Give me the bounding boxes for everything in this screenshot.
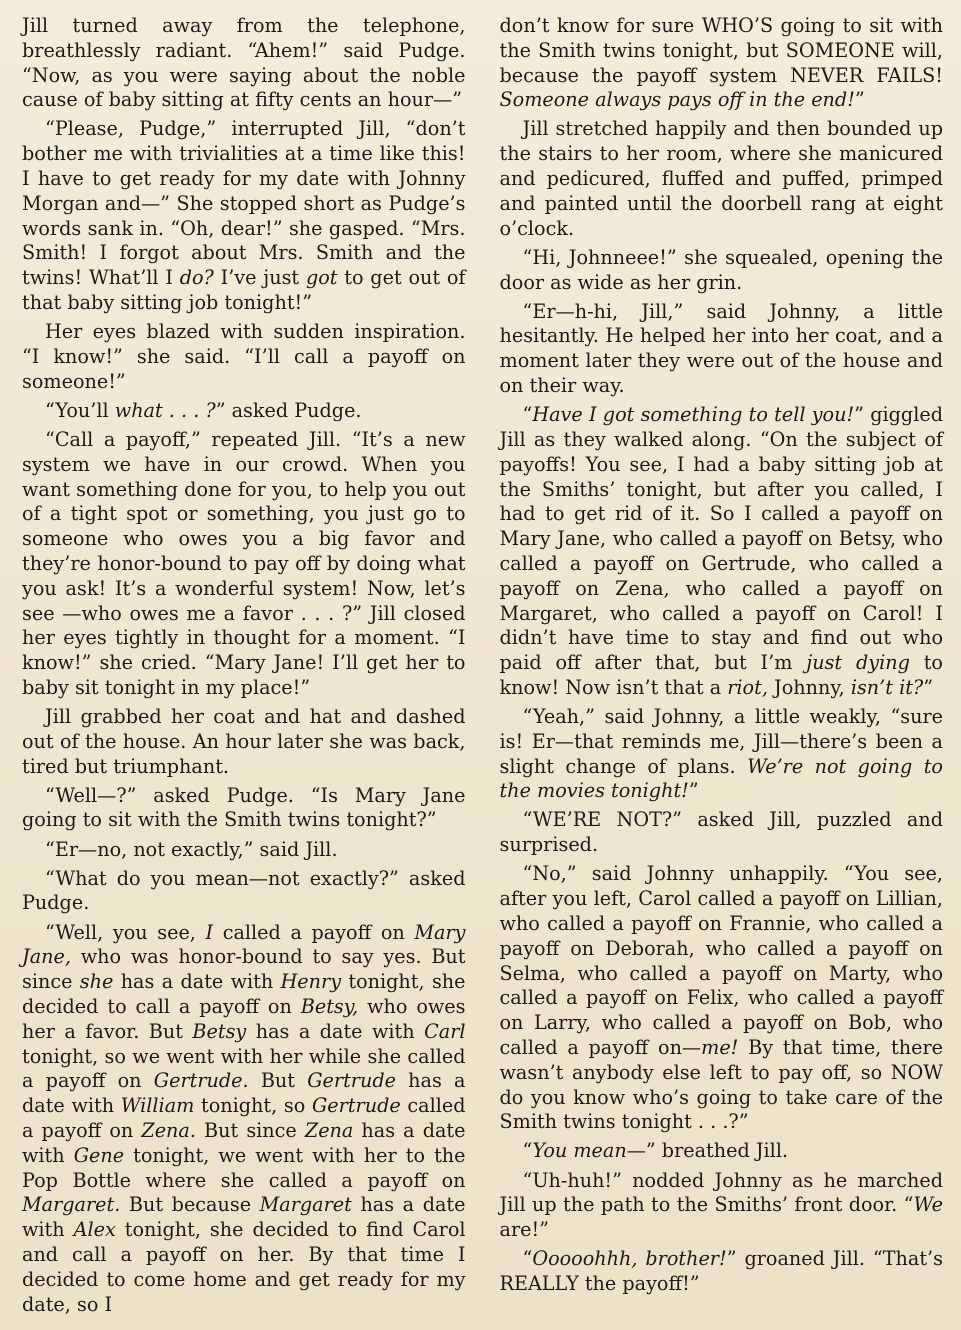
italic-text: You mean— <box>532 1139 646 1163</box>
text-run: called a payoff on <box>213 920 415 944</box>
story-paragraph <box>22 14 466 113</box>
story-paragraph <box>500 1247 944 1297</box>
text-run: ” groaned Jill. “That’s REALLY the payoff!” <box>499 1247 943 1296</box>
text-run: called a payoff on <box>22 1094 466 1142</box>
right-text-column <box>500 14 944 1310</box>
text-run: Johnny, <box>767 675 851 699</box>
text-run: “Er—h-hi, Jill,” said Johnny, a little hesitantly. He helped her into her coat, and a moment later they were out of the house and on their way. <box>499 299 943 398</box>
text-run: has a date with <box>246 1019 425 1043</box>
text-run: tonight, she decided to call a payoff on <box>22 970 466 1018</box>
text-run: who was honor-bound to say yes. But since <box>22 945 466 994</box>
text-run: “ <box>522 1247 533 1271</box>
text-run: But since <box>195 1118 305 1142</box>
story-paragraph <box>22 399 466 424</box>
text-run: “Uh-huh!” nodded Johnny as he marched Jill up the path to the Smiths’ front door. “ <box>499 1168 943 1217</box>
story-paragraph <box>22 838 466 863</box>
text-run: Jill stretched happily and then bounded up the stairs to her room, where she manicured and pedicured, fluffed and puffed, primped and painted until the doorbell rang at eight o’clock. <box>499 117 943 240</box>
italic-text: isn’t it? <box>850 675 924 699</box>
italic-text: Carl <box>424 1019 466 1043</box>
text-run: to get out of that baby sitting job tonight!” <box>22 266 466 315</box>
italic-text: Gene <box>73 1143 125 1167</box>
story-paragraph <box>22 320 466 394</box>
story-paragraph <box>22 784 466 834</box>
italic-text: Gertrude. <box>153 1069 249 1093</box>
italic-text: Alex <box>73 1218 116 1242</box>
italic-text: just dying <box>806 651 910 675</box>
italic-text: Mary Jane, <box>22 920 466 969</box>
text-run: “Hi, Johnneee!” she squealed, opening the door as wide as her grin. <box>499 245 943 294</box>
italic-text: Zena <box>304 1118 354 1142</box>
text-run: has a date with <box>22 1193 466 1242</box>
story-paragraph <box>22 428 466 701</box>
text-run: By that time, there wasn’t anybody else left to pay off, so NOW do you know who’s going to take care of the Smith twins tonight . . .?” <box>499 1035 943 1134</box>
text-run: ” <box>688 779 699 803</box>
text-run: “ <box>522 1139 533 1163</box>
text-run: are!” <box>499 1218 549 1242</box>
italic-text: Someone always pays off in the end! <box>499 88 855 112</box>
text-run: Jill turned away from the telephone, breathlessly radiant. “Ahem!” said Pudge. “Now, as you were saying about the noble cause of baby sitting at fifty cents an hour—” <box>22 14 466 112</box>
italic-text: do? <box>179 266 214 290</box>
story-paragraph <box>500 862 944 1135</box>
italic-text: Gertrude <box>311 1094 401 1118</box>
story-paragraph <box>22 867 466 917</box>
text-run: I’ve just <box>213 266 306 290</box>
story-paragraph <box>500 1139 944 1164</box>
text-run: But <box>248 1069 308 1093</box>
text-run: ” <box>923 675 934 699</box>
italic-text: William <box>120 1094 195 1118</box>
text-run: tonight, so <box>194 1094 312 1118</box>
story-paragraph <box>500 14 944 113</box>
italic-text: Betsy, <box>300 994 359 1018</box>
italic-text: she <box>79 970 114 994</box>
story-paragraph <box>500 246 944 296</box>
text-run: ” giggled Jill as they walked along. “On the subject of payoffs! You see, I had a baby sitting job at the Smiths’ tonight, but after you called, I had to get rid of it. So I called a payoff on Mary Jane, who called a payoff on Betsy, who called a payoff on Gertrude, who called a payoff on Zena, who called a payoff on Margaret, who called a payoff on Carol! I didn’t have time to stay and find out who paid off after that, but I’m <box>499 403 943 675</box>
italic-text: Zena. <box>141 1118 196 1142</box>
text-run: “Well—?” asked Pudge. “Is Mary Jane going to sit with the Smith twins tonight?” <box>22 783 466 832</box>
text-run: Jill grabbed her coat and hat and dashed out of the house. An hour later she was back, tired but triumphant. <box>22 705 466 778</box>
text-run: “Well, you see, <box>45 920 206 944</box>
text-run: “No,” said Johnny unhappily. “You see, after you left, Carol called a payoff on Lillian, who called a payoff on Frannie, who called a payoff on Deborah, who called a payoff on Selma, who called a payoff on Marty, who called a payoff on Felix, who called a payoff on Larry, who called a payoff on Bob, who called a payoff on— <box>499 862 943 1059</box>
story-paragraph <box>22 117 466 315</box>
text-run: “ <box>522 403 533 427</box>
italic-text: what . . . ? <box>114 398 216 422</box>
story-paragraph <box>22 921 466 1318</box>
story-paragraph <box>500 1169 944 1243</box>
italic-text: Margaret <box>259 1193 352 1217</box>
text-run: tonight, we went with her to the Pop Bottle where she called a payoff on <box>22 1143 466 1192</box>
italic-text: We’re not going to the movies tonight! <box>499 754 943 803</box>
italic-text: Margaret. <box>22 1193 121 1217</box>
text-run: don’t know for sure WHO’S going to sit with the Smith twins tonight, but SOMEONE will, because the payoff system NEVER FAILS! <box>499 14 943 87</box>
text-run: ” asked Pudge. <box>215 398 362 422</box>
italic-text: got <box>305 266 338 290</box>
story-paragraph <box>500 300 944 399</box>
text-run: tonight, so we went with her while she called a payoff on <box>22 1044 466 1093</box>
text-run: tonight, she decided to find Carol and call a payoff on her. By that time I decided to come home and get ready for my date, so I <box>22 1218 466 1316</box>
text-run: who owes her a favor. But <box>22 994 466 1043</box>
italic-text: Have I got something to tell you! <box>532 403 855 427</box>
italic-text: Gertrude <box>307 1069 396 1093</box>
story-paragraph <box>500 808 944 858</box>
text-run: ” breathed Jill. <box>645 1139 789 1163</box>
story-paragraph <box>22 705 466 779</box>
text-run: “Please, Pudge,” interrupted Jill, “don’t bother me with trivialities at a time like this! I have to get ready for my date with Johnny Morgan and—” She stopped short as Pudge’s words sank in. “Oh, dear!” she gasped. “Mrs. Smith! I forgot about Mrs. Smith and the twins! What’ll I <box>22 117 466 290</box>
text-run: But because <box>120 1193 260 1217</box>
italic-text: I <box>205 920 214 944</box>
text-run: has a date with <box>22 1069 466 1118</box>
text-run: ” <box>854 88 865 112</box>
text-run: has a date with <box>113 970 281 994</box>
text-run: “Call a payoff,” repeated Jill. “It’s a new system we have in our crowd. When you want something done for you, to help you out of a tight spot or something, you just go to someone who owes you a big favor and they’re honor-bound to pay off by doing what you ask! It’s a wonderful system! Now, let’s see —who owes me a favor . . . ?” Jill closed her eyes tightly in thought for a moment. “I know!” she cried. “Mary Jane! I’ll get her to baby sit tonight in my place!” <box>22 427 466 699</box>
italic-text: me! <box>701 1035 739 1059</box>
italic-text: Henry <box>280 970 342 994</box>
story-paragraph <box>500 403 944 701</box>
text-run: has a date with <box>22 1118 466 1167</box>
italic-text: We <box>913 1193 943 1217</box>
italic-text: Betsy <box>192 1019 247 1043</box>
text-run: “Er—no, not exactly,” said Jill. <box>45 837 338 861</box>
left-text-column <box>22 14 466 1316</box>
text-run: to know! Now isn’t that a <box>499 651 943 699</box>
text-run: “What do you mean—not exactly?” asked Pudge. <box>22 866 466 915</box>
italic-text: Ooooohhh, brother! <box>532 1247 727 1271</box>
text-run: Her eyes blazed with sudden inspiration. “I know!” she said. “I’ll call a payoff on someone!” <box>22 320 466 393</box>
story-paragraph <box>500 705 944 804</box>
text-run: “WE’RE NOT?” asked Jill, puzzled and surprised. <box>499 808 943 857</box>
text-run: “Yeah,” said Johnny, a little weakly, “sure is! Er—that reminds me, Jill—there’s been a slight change of plans. <box>499 705 943 778</box>
text-run: “You’ll <box>45 398 115 422</box>
italic-text: riot, <box>727 675 768 699</box>
story-paragraph <box>500 117 944 241</box>
